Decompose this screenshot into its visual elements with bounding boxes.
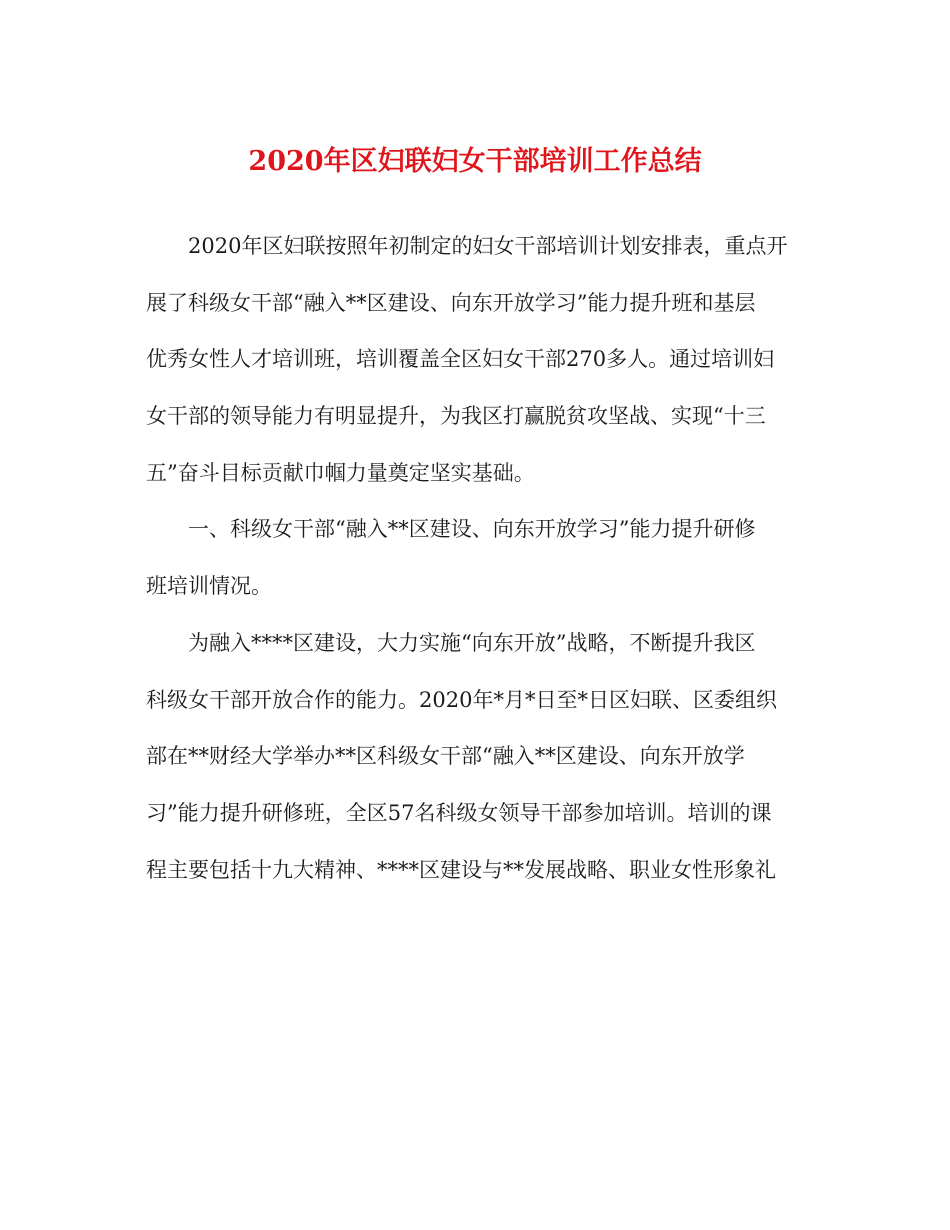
paragraph-line: 部在**财经大学举办**区科级女干部“融入**区建设、向东开放学 bbox=[146, 744, 745, 769]
document-title: 2020年区妇联妇女干部培训工作总结 bbox=[248, 146, 702, 177]
paragraph-line: 2020年区妇联按照年初制定的妇女干部培训计划安排表，重点开 bbox=[188, 234, 788, 258]
paragraph-line: 优秀女性人才培训班，培训覆盖全区妇女干部270多人。通过培训妇 bbox=[146, 347, 775, 372]
paragraph-line: 科级女干部开放合作的能力。2020年*月*日至*日区妇联、区委组织 bbox=[146, 687, 777, 712]
paragraph-line: 为融入****区建设，大力实施“向东开放”战略，不断提升我区 bbox=[188, 630, 756, 655]
paragraph-line: 女干部的领导能力有明显提升，为我区打赢脱贫攻坚战、实现“十三 bbox=[146, 404, 766, 429]
paragraph-line: 五”奋斗目标贡献巾帼力量奠定坚实基础。 bbox=[146, 460, 535, 485]
document-body bbox=[146, 230, 816, 910]
paragraph-line: 习”能力提升研修班，全区57名科级女领导干部参加培训。培训的课 bbox=[146, 800, 772, 825]
section-heading-line: 班培训情况。 bbox=[146, 574, 272, 599]
paragraph-line: 程主要包括十九大精神、****区建设与**发展战略、职业女性形象礼 bbox=[146, 857, 776, 882]
paragraph-line: 展了科级女干部“融入**区建设、向东开放学习”能力提升班和基层 bbox=[146, 290, 756, 315]
section-heading-line: 一、科级女干部“融入**区建设、向东开放学习”能力提升研修 bbox=[188, 517, 756, 542]
